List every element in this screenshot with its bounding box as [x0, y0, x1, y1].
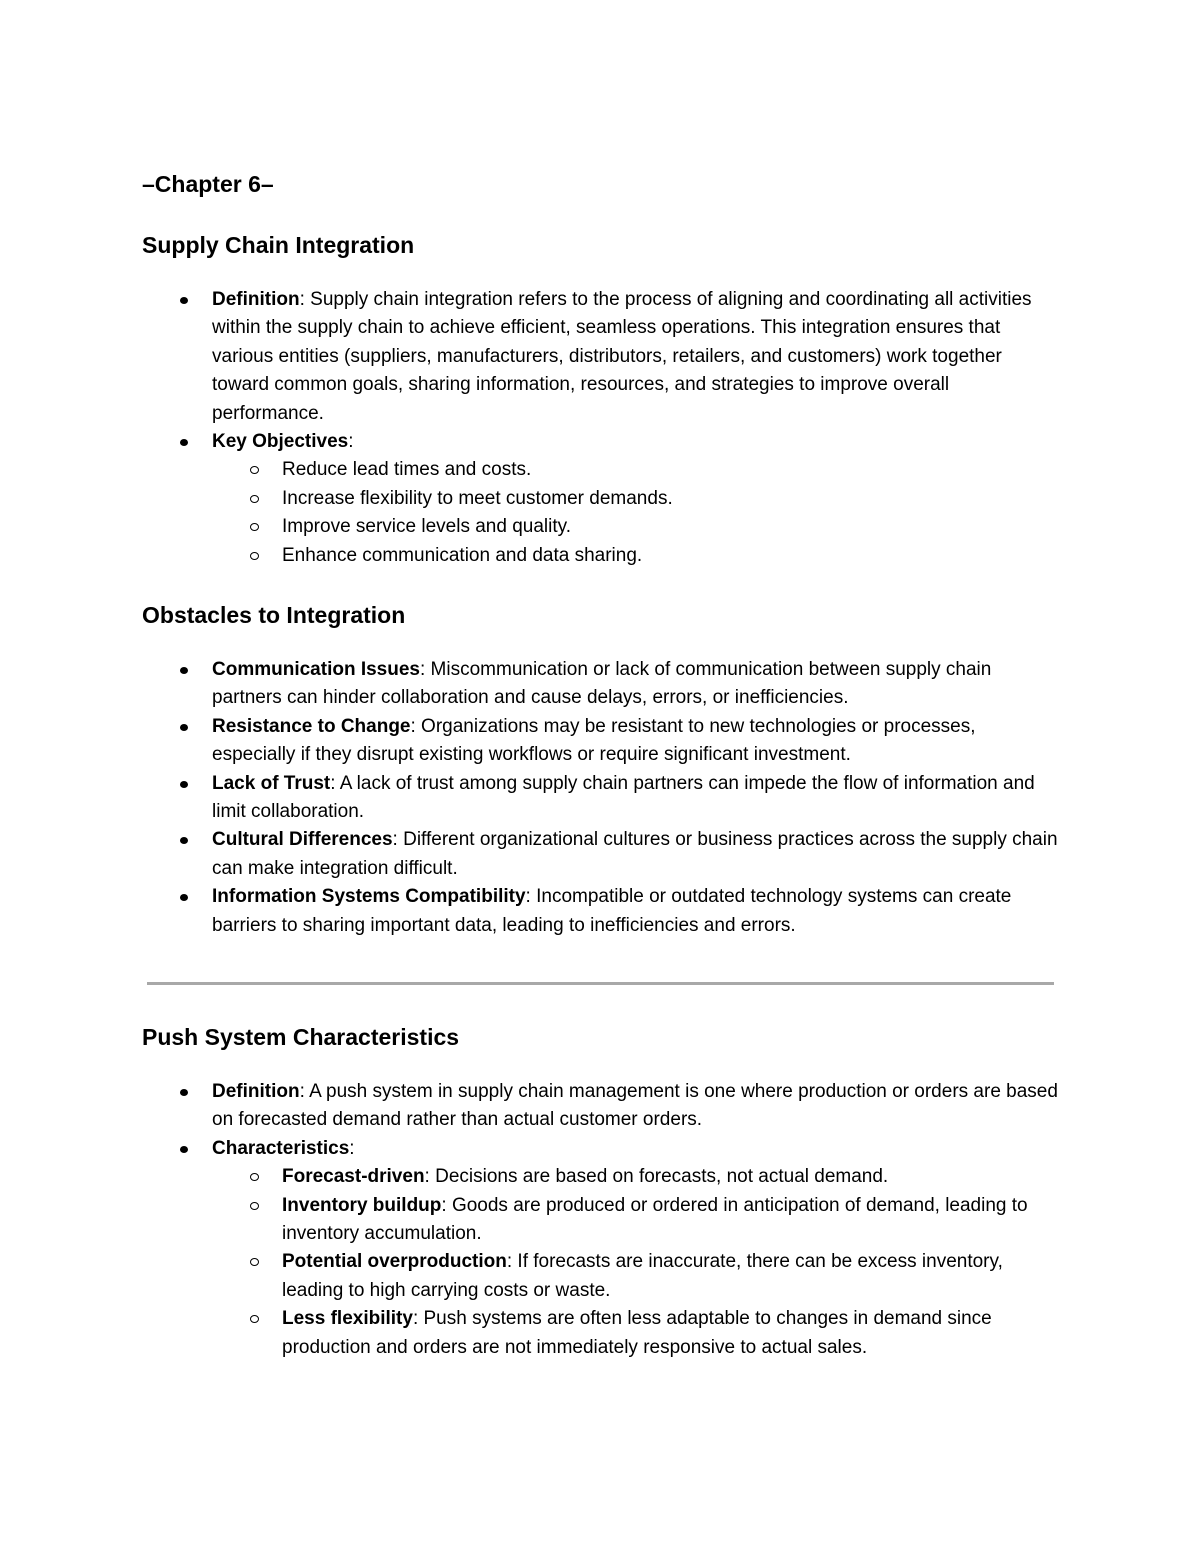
item-term: Lack of Trust: [212, 772, 331, 794]
section-list-push-system: [0, 1078, 1200, 1362]
item-term: Definition: [212, 1081, 300, 1102]
sub-item-term: Less flexibility: [282, 1308, 413, 1330]
section-heading-supply-chain-integration: Supply Chain Integration: [142, 232, 415, 258]
circle-bullet-icon: [250, 1173, 259, 1181]
list-item: [0, 883, 1200, 940]
item-term: Key Objectives: [212, 431, 349, 453]
section-heading-push-system-characteristics: Push System Characteristics: [142, 1024, 460, 1050]
item-term: Communication Issues: [212, 659, 420, 680]
sub-item-text: Increase flexibility to meet customer demands.: [282, 487, 673, 509]
sub-list: [212, 456, 1060, 570]
sub-list-item: [212, 485, 1060, 513]
sub-item-text: Improve service levels and quality.: [282, 516, 571, 538]
list-item: [0, 1135, 1200, 1362]
sub-list-item: [212, 1248, 1060, 1305]
bullet-icon: [180, 439, 188, 446]
item-text: : A lack of trust among supply chain partners can impede the flow of information and limit collaboration.: [212, 772, 1035, 823]
item-term: Definition: [212, 289, 300, 310]
circle-bullet-icon: [250, 1202, 259, 1210]
sub-item-term: Inventory buildup: [282, 1194, 442, 1216]
chapter-title: –Chapter 6–: [142, 171, 274, 197]
list-item: [0, 286, 1200, 428]
circle-bullet-icon: [250, 1315, 259, 1323]
list-item: [0, 656, 1200, 713]
sub-item-text: : Decisions are based on forecasts, not actual demand.: [424, 1166, 889, 1188]
list-item: [0, 1078, 1200, 1135]
sub-item-term: Forecast-driven: [282, 1166, 425, 1188]
bullet-icon: [180, 781, 188, 788]
sub-item-text: Reduce lead times and costs.: [282, 459, 532, 481]
bullet-icon: [180, 1146, 188, 1153]
section-heading-obstacles-to-integration: Obstacles to Integration: [142, 602, 406, 628]
sub-list-item: [212, 456, 1060, 484]
item-text: :: [349, 1137, 355, 1159]
list-item: [0, 826, 1200, 883]
horizontal-divider: [147, 982, 1054, 985]
item-text: :: [348, 431, 354, 453]
bullet-icon: [180, 667, 188, 674]
circle-bullet-icon: [250, 495, 259, 503]
sub-list: [212, 1163, 1060, 1362]
circle-bullet-icon: [250, 1258, 259, 1266]
item-text: : Supply chain integration refers to the process of aligning and coordinating all activities within the supply chain to achieve efficient, seamless operations. This integration ensures that various entities (suppliers, manufacturers, distributors, retailers, and customers) work together toward common goals, sharing information, resources, and strategies to improve overall performance.: [212, 289, 1032, 424]
item-term: Resistance to Change: [212, 715, 411, 737]
section-list-obstacles: [0, 656, 1200, 940]
item-text: : Organizations may be resistant to new technologies or processes, especially if they disrupt existing workflows or require significant investment.: [212, 715, 976, 766]
item-text: : Miscommunication or lack of communication between supply chain partners can hinder collaboration and cause delays, errors, or inefficiencies.: [212, 659, 992, 709]
item-term: Cultural Differences: [212, 829, 393, 851]
sub-item-term: Potential overproduction: [282, 1251, 507, 1273]
list-item: [0, 770, 1200, 827]
bullet-icon: [180, 837, 188, 844]
item-term: Information Systems Compatibility: [212, 886, 526, 908]
sub-item-text: : Push systems are often less adaptable to changes in demand since production and orders are not immediately responsive to actual sales.: [282, 1308, 992, 1358]
bullet-icon: [180, 297, 188, 304]
sub-item-text: : If forecasts are inaccurate, there can be excess inventory, leading to high carrying costs or waste.: [282, 1251, 1003, 1301]
item-term: Characteristics: [212, 1137, 350, 1159]
list-item: [0, 713, 1200, 770]
item-text: : A push system in supply chain management is one where production or orders are based on forecasted demand rather than actual customer orders.: [212, 1081, 1058, 1131]
sub-list-item: [212, 1305, 1060, 1362]
sub-list-item: [212, 513, 1060, 541]
bullet-icon: [180, 1089, 188, 1096]
circle-bullet-icon: [250, 466, 259, 474]
sub-item-text: Enhance communication and data sharing.: [282, 544, 643, 566]
sub-list-item: [212, 1192, 1060, 1249]
circle-bullet-icon: [250, 552, 259, 560]
item-text: : Different organizational cultures or business practices across the supply chain can make integration difficult.: [212, 829, 1058, 879]
bullet-icon: [180, 724, 188, 731]
sub-list-item: [212, 1163, 1060, 1191]
list-item: [0, 428, 1200, 570]
item-text: : Incompatible or outdated technology systems can create barriers to sharing important data, leading to inefficiencies and errors.: [212, 886, 1012, 936]
section-list-supply-chain-integration: [0, 286, 1200, 570]
sub-item-text: : Goods are produced or ordered in anticipation of demand, leading to inventory accumulation.: [282, 1194, 1028, 1245]
bullet-icon: [180, 894, 188, 901]
circle-bullet-icon: [250, 523, 259, 531]
sub-list-item: [212, 542, 1060, 570]
